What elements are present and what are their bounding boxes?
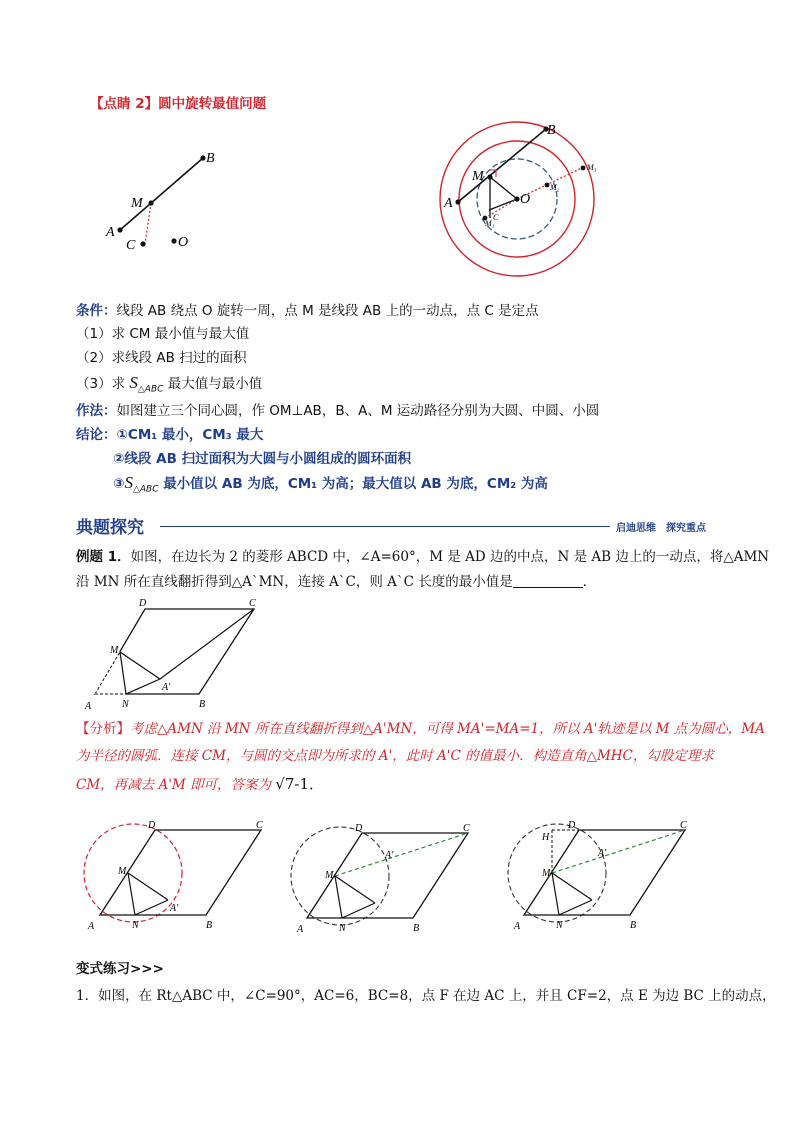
svg-text:A: A xyxy=(514,921,521,932)
svg-text:N: N xyxy=(556,920,563,931)
figure-analysis-2 xyxy=(285,818,485,943)
method-label: 作法： xyxy=(76,403,117,419)
conclusion-line-2: ②线段 AB 扫过面积为大圆与小圆组成的圆环面积 xyxy=(113,451,412,467)
figure-analysis-3 xyxy=(502,818,702,943)
section-tag: 【点睛 2】圆中旋转最值问题 xyxy=(90,96,267,112)
svg-text:B: B xyxy=(206,920,213,931)
label-c: C xyxy=(493,213,499,222)
conditions-label: 条件： xyxy=(76,303,117,319)
label-a: A xyxy=(444,196,453,211)
condition-1: （1）求 CM 最小值与最大值 xyxy=(76,326,250,342)
label-o: O xyxy=(178,235,189,250)
label-b: B xyxy=(547,123,556,138)
practice-question-1: 1．如图，在 Rt△ABC 中，∠C=90°，AC=6，BC=8，点 F 在边 AC 上，并且 CF=2，点 E 为边 BC 上的动点， xyxy=(76,988,776,1004)
label-m3: M₃ xyxy=(587,163,597,172)
figure-segment-ab xyxy=(100,145,240,260)
svg-text:C: C xyxy=(463,823,470,834)
svg-text:H: H xyxy=(542,832,550,843)
label-o: O xyxy=(520,192,531,207)
answer-value: √7-1． xyxy=(275,775,325,793)
svg-text:A': A' xyxy=(385,850,394,861)
svg-text:D: D xyxy=(139,598,147,609)
section-right: 启迪思维 探究重点 xyxy=(616,523,706,534)
label-a: A xyxy=(106,225,115,240)
svg-text:N: N xyxy=(122,699,129,710)
answer-blank xyxy=(513,573,583,588)
label-b: B xyxy=(206,151,215,166)
practice-title: 变式练习>>> xyxy=(76,961,164,977)
conditions-line: 条件：线段 AB 绕点 O 旋转一周，点 M 是线段 AB 上的一动点，点 C 是定点 xyxy=(76,303,539,319)
section-divider xyxy=(160,526,610,527)
figure-rhombus xyxy=(85,597,265,712)
label-m: M xyxy=(131,196,143,211)
conclusion-line-3: $③S_{\triangle ABC}$ 最小值以 AB 为底，CM₁ 为高；最大值以 AB 为底，CM₂ 为高 xyxy=(113,473,548,495)
svg-text:B: B xyxy=(199,699,206,710)
svg-text:C: C xyxy=(256,820,263,831)
example-1-line-2: 沿 MN 所在直线翻折得到△A`MN，连接 A`C，则 A`C 长度的最小值是 ． xyxy=(76,574,597,590)
label-m2: M₂ xyxy=(550,183,560,192)
svg-text:N: N xyxy=(132,920,139,931)
label-m1: M₁ xyxy=(485,219,495,228)
method-line: 作法：如图建立三个同心圆，作 OM⊥AB，B、A、M 运动路径分别为大圆、中圆、小圆 xyxy=(76,403,600,419)
svg-text:M: M xyxy=(110,645,119,656)
analysis-line-1: 【分析】考虑△AMN 沿 MN 所在直线翻折得到△A'MN，可得 MA'=MA=1，所以 A'轨迹是以 M 点为圆心，MA xyxy=(76,721,765,737)
conclusion-label: 结论： xyxy=(76,427,117,443)
analysis-line-3: CM，再减去 A'M 即可，答案为 √7-1． xyxy=(76,775,325,793)
conclusion-line-1: 结论：①CM₁ 最小，CM₃ 最大 xyxy=(76,427,264,443)
svg-text:A: A xyxy=(88,921,95,932)
svg-text:D: D xyxy=(568,820,576,831)
svg-text:D: D xyxy=(148,820,156,831)
analysis-tag: 【分析】 xyxy=(76,721,130,737)
svg-text:N: N xyxy=(339,923,346,934)
svg-text:B: B xyxy=(413,923,420,934)
svg-text:C: C xyxy=(249,598,256,609)
svg-text:M: M xyxy=(325,870,334,881)
label-m: M xyxy=(472,169,484,184)
label-c: C xyxy=(126,238,136,253)
figure-concentric-circles xyxy=(430,118,610,288)
analysis-line-2: 为半径的圆弧．连接 CM，与圆的交点即为所求的 A'，此时 A'C 的值最小．构造直角△MHC，勾股定理求 xyxy=(76,748,714,764)
svg-text:C: C xyxy=(680,820,687,831)
svg-text:B: B xyxy=(630,920,637,931)
svg-text:D: D xyxy=(355,823,363,834)
svg-text:A': A' xyxy=(162,682,171,693)
section-title: 典题探究 xyxy=(76,518,144,538)
condition-3: （3）求 $S_{\triangle ABC}$ 最大值与最小值 xyxy=(76,373,263,395)
svg-text:A': A' xyxy=(170,903,179,914)
svg-text:M: M xyxy=(542,868,551,879)
condition-2: （2）求线段 AB 扫过的面积 xyxy=(76,350,247,366)
svg-text:M: M xyxy=(118,866,127,877)
svg-text:A: A xyxy=(297,924,304,935)
svg-text:A: A xyxy=(85,701,92,712)
figure-analysis-1 xyxy=(78,818,278,943)
svg-text:A': A' xyxy=(598,848,607,859)
example-1-line-1: 例题 1．如图，在边长为 2 的菱形 ABCD 中，∠A=60°，M 是 AD 边的中点，N 是 AB 边上的一动点，将△AMN xyxy=(76,549,770,565)
